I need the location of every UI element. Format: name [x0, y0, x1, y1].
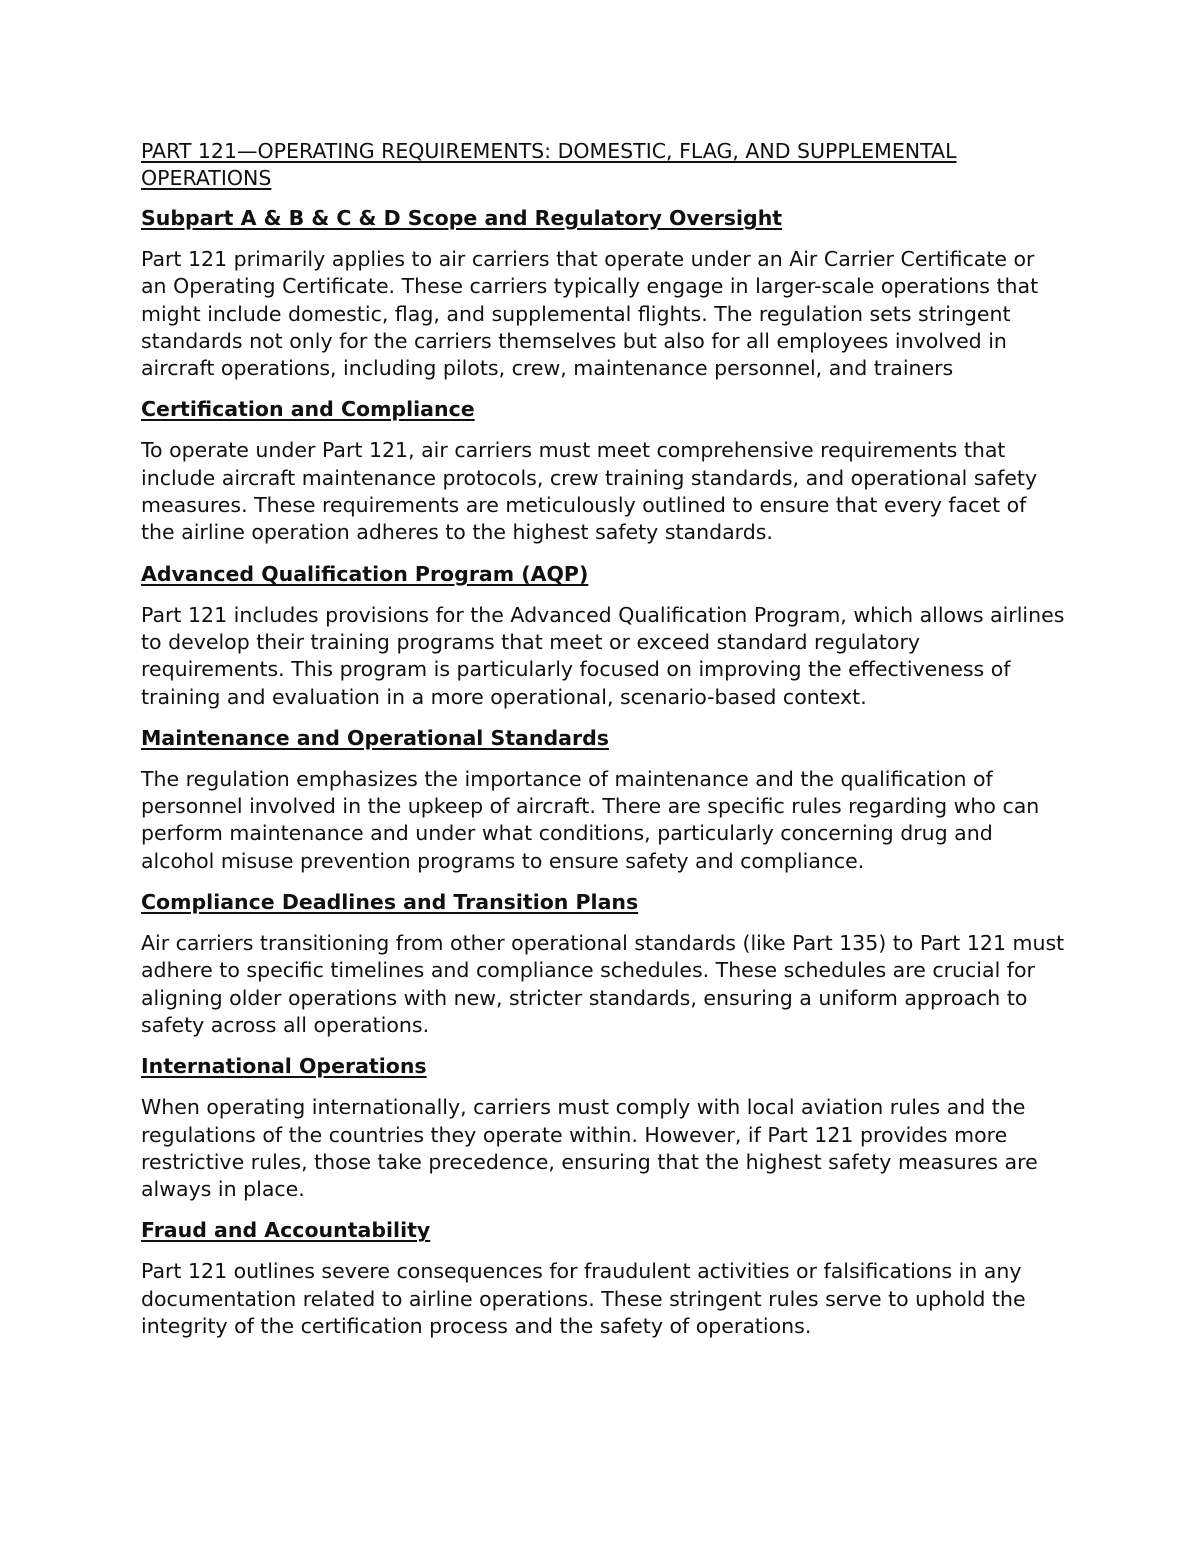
section-heading: Compliance Deadlines and Transition Plans: [141, 890, 639, 915]
section-certification: [141, 396, 1066, 546]
section-body: Part 121 includes provisions for the Advanced Qualification Program, which allows airlines to develop their training programs that meet or exceed standard regulatory requirements. This program is particularly focused on improving the effectiveness of training and evaluation in a more operational, scenario-based context.: [141, 602, 1065, 709]
document-title: PART 121—OPERATING REQUIREMENTS: DOMESTIC, FLAG, AND SUPPLEMENTAL OPERATIONS: [141, 139, 957, 190]
section-body: To operate under Part 121, air carriers must meet comprehensive requirements that include aircraft maintenance protocols, crew training standards, and operational safety measures. These requirements are meticulously outlined to ensure that every facet of the airline operation adheres to the highest safety standards.: [141, 438, 1038, 545]
section-heading: Subpart A & B & C & D Scope and Regulatory Oversight: [141, 206, 783, 230]
section-body: Part 121 outlines severe consequences for fraudulent activities or falsifications in any documentation related to airline operations. These stringent rules serve to uphold the integrity of the certification process and the safety of operations.: [141, 1259, 1026, 1339]
section-heading: Maintenance and Operational Standards: [141, 725, 609, 750]
section-maintenance: [141, 725, 1066, 875]
section-heading: International Operations: [141, 1054, 427, 1079]
section-international: [141, 1053, 1066, 1203]
section-deadlines: [141, 889, 1066, 1039]
section-body: Part 121 primarily applies to air carriers that operate under an Air Carrier Certificate or an Operating Certificate. These carriers typically engage in larger-scale operations that might include domestic, flag, and supplemental flights. The regulation sets stringent standards not only for the carriers themselves but also for all employees involved in aircraft operations, including pilots, crew, maintenance personnel, and trainers: [141, 247, 1039, 381]
document-page: [141, 138, 1066, 1354]
section-heading: Advanced Qualification Program (AQP): [141, 561, 589, 586]
section-body: When operating internationally, carriers must comply with local aviation rules and the regulations of the countries they operate within. However, if Part 121 provides more restrictive rules, those take precedence, ensuring that the highest safety measures are always in place.: [141, 1095, 1038, 1202]
section-heading: Certification and Compliance: [141, 397, 475, 422]
section-body: Air carriers transitioning from other operational standards (like Part 135) to Part 121 must adhere to specific timelines and compliance schedules. These schedules are crucial for aligning older operations with new, stricter standards, ensuring a uniform approach to safety across all operations.: [141, 931, 1065, 1037]
section-fraud: [141, 1217, 1066, 1340]
section-heading: Fraud and Accountability: [141, 1218, 431, 1243]
section-scope: [141, 205, 1066, 382]
section-aqp: [141, 561, 1066, 711]
section-body: The regulation emphasizes the importance of maintenance and the qualification of personnel involved in the upkeep of aircraft. There are specific rules regarding who can perform maintenance and under what conditions, particularly concerning drug and alcohol misuse prevention programs to ensure safety and compliance.: [141, 766, 1040, 873]
